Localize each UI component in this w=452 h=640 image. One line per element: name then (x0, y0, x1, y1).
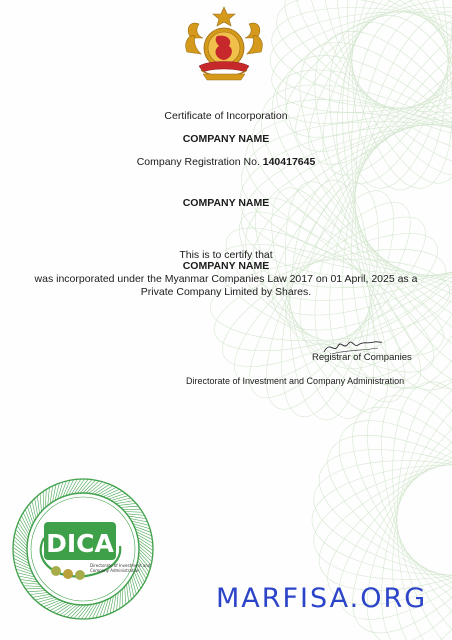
seal-text-line1: Directorate of Investment and (90, 563, 151, 568)
dica-seal (10, 476, 156, 622)
registration-line (0, 156, 452, 168)
certify-line-1: This is to certify that (179, 249, 273, 261)
registration-number: 140417645 (262, 156, 316, 168)
seal-text-line2: Company Administration (90, 568, 140, 573)
marfisa-watermark: MARFISA.ORG (216, 583, 428, 614)
company-name-middle: COMPANY NAME (182, 197, 270, 209)
certificate-title: Certificate of Incorporation (164, 110, 288, 122)
certify-line-4: Private Company Limited by Shares. (140, 286, 312, 298)
registrar-title: Registrar of Companies (312, 352, 412, 363)
directorate-name: Directorate of Investment and Company Administration (186, 376, 405, 386)
registration-label: Company Registration No. (136, 156, 260, 168)
certify-line-3: was incorporated under the Myanmar Companies Law 2017 on 01 April, 2025 as a (34, 273, 418, 285)
dica-acronym: DICA (46, 529, 114, 558)
state-emblem-icon (181, 6, 267, 82)
company-name-top: COMPANY NAME (182, 133, 270, 145)
certify-company-name: COMPANY NAME (182, 260, 270, 272)
